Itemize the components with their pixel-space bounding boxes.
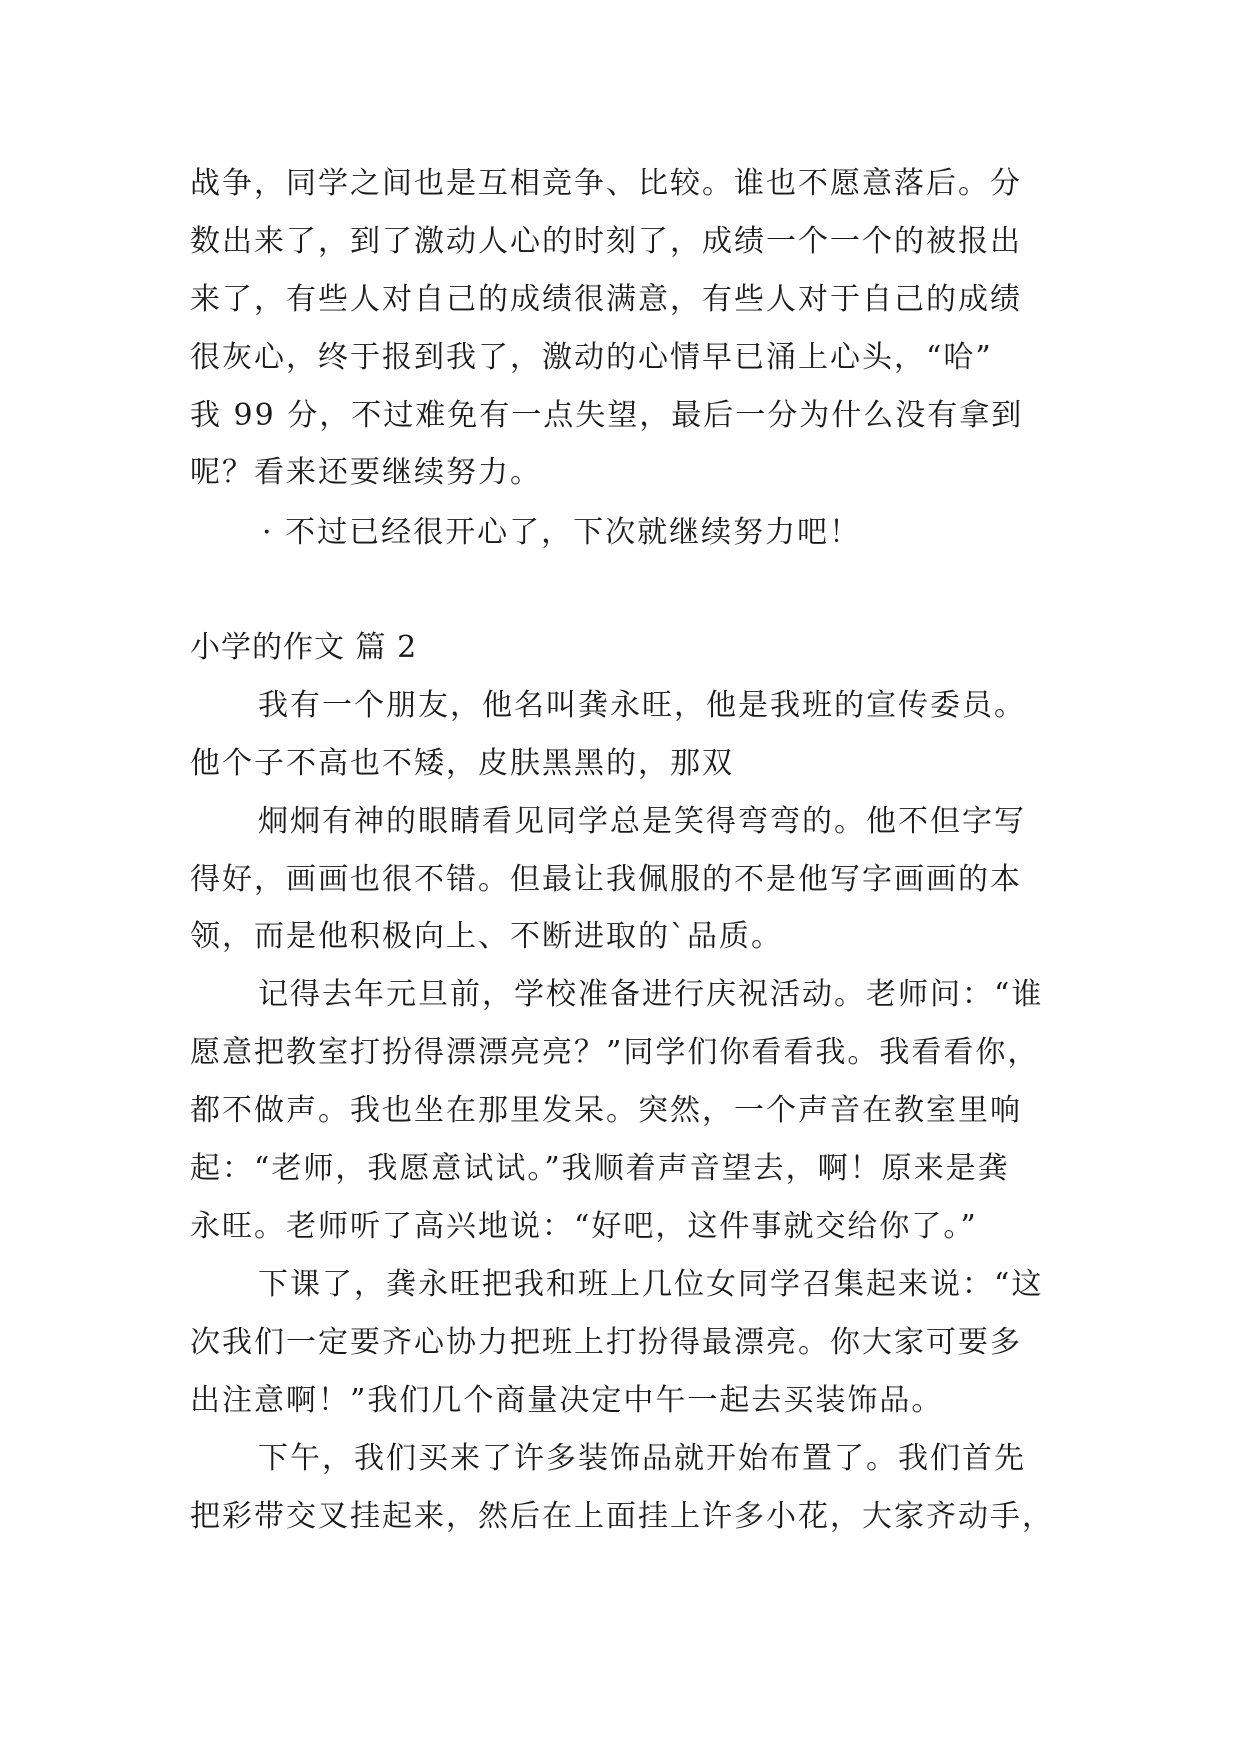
- paragraph-first-line: 下课了，龚永旺把我和班上几位女同学召集起来说：“这: [258, 1267, 1044, 1302]
- paragraph-first-line: 记得去年元旦前，学校准备进行庆祝活动。老师问：“谁: [258, 977, 1044, 1012]
- text-line: 他个子不高也不矮，皮肤黑黑的，那双: [190, 746, 734, 781]
- bullet-text-line: · 不过已经很开心了，下次就继续努力吧！: [262, 515, 862, 550]
- paragraph-first-line: 炯炯有神的眼睛看见同学总是笑得弯弯的。他不但字写: [258, 804, 1026, 839]
- text-line: 把彩带交叉挂起来，然后在上面挂上许多小花，大家齐动手，: [190, 1499, 1054, 1534]
- text-line: 愿意把教室打扮得漂漂亮亮？”同学们你看看我。我看看你，: [190, 1035, 1040, 1070]
- text-line: 来了，有些人对自己的成绩很满意，有些人对于自己的成绩: [190, 282, 1022, 317]
- text-line: 次我们一定要齐心协力把班上打扮得最漂亮。你大家可要多: [190, 1325, 1022, 1360]
- text-line: 永旺。老师听了高兴地说：“好吧，这件事就交给你了。”: [190, 1209, 978, 1244]
- text-line: 很灰心，终于报到我了，激动的心情早已涌上心头，“哈”: [190, 340, 993, 375]
- text-line: 数出来了，到了激动人心的时刻了，成绩一个一个的被报出: [190, 224, 1022, 259]
- section-heading: 小学的作文 篇 2: [190, 630, 418, 665]
- text-line: 出注意啊！”我们几个商量决定中午一起去买装饰品。: [190, 1383, 944, 1418]
- paragraph-first-line: 我有一个朋友，他名叫龚永旺，他是我班的宣传委员。: [258, 688, 1026, 723]
- text-line: 起：“老师，我愿意试试。”我顺着声音望去，啊！原来是龚: [190, 1151, 1010, 1186]
- text-line: 领，而是他积极向上、不断进取的`品质。: [190, 919, 783, 954]
- paragraph-first-line: 下午，我们买来了许多装饰品就开始布置了。我们首先: [258, 1441, 1026, 1476]
- text-line: 都不做声。我也坐在那里发呆。突然，一个声音在教室里响: [190, 1093, 1022, 1128]
- text-line: 得好，画画也很不错。但最让我佩服的不是他写字画画的本: [190, 862, 1022, 897]
- text-line: 战争，同学之间也是互相竞争、比较。谁也不愿意落后。分: [190, 166, 1022, 201]
- text-line: 我 99 分，不过难免有一点失望，最后一分为什么没有拿到: [190, 398, 1024, 433]
- text-line: 呢？看来还要继续努力。: [190, 455, 542, 490]
